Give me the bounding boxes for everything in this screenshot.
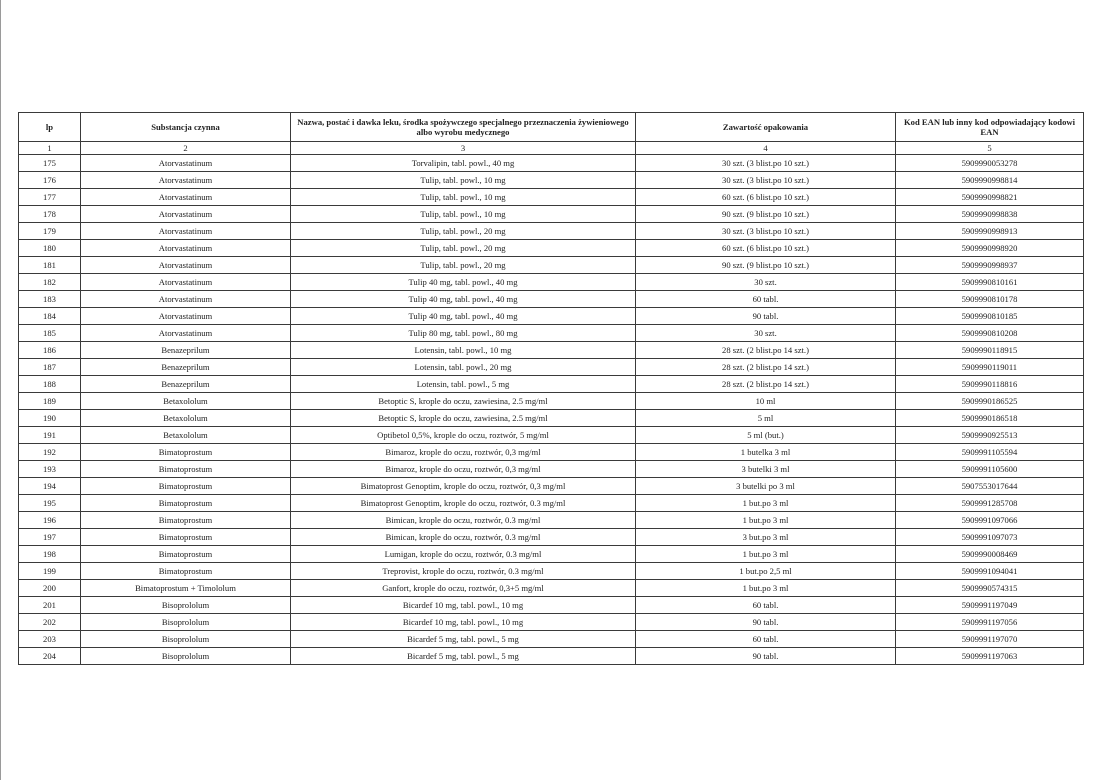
row-number-cell: 204 (19, 648, 81, 665)
active-substance-cell: Bimatoprostum (81, 478, 291, 495)
package-contents-cell: 60 szt. (6 blist.po 10 szt.) (636, 189, 896, 206)
table-row (19, 461, 1084, 478)
drug-name-cell: Torvalipin, tabl. powl., 40 mg (291, 155, 636, 172)
header-package-contents: Zawartość opakowania (636, 113, 896, 142)
ean-code-cell: 5909990998920 (896, 240, 1084, 257)
table-row (19, 529, 1084, 546)
active-substance-cell: Atorvastatinum (81, 274, 291, 291)
row-number-cell: 182 (19, 274, 81, 291)
row-number-cell: 184 (19, 308, 81, 325)
table-row (19, 597, 1084, 614)
row-number-cell: 191 (19, 427, 81, 444)
column-number: 1 (19, 142, 81, 155)
package-contents-cell: 3 butelki 3 ml (636, 461, 896, 478)
row-number-cell: 200 (19, 580, 81, 597)
package-contents-cell: 30 szt. (3 blist.po 10 szt.) (636, 223, 896, 240)
table-row (19, 563, 1084, 580)
drug-name-cell: Bicardef 10 mg, tabl. powl., 10 mg (291, 614, 636, 631)
drug-name-cell: Optibetol 0,5%, krople do oczu, roztwór, 5 mg/ml (291, 427, 636, 444)
table-row (19, 189, 1084, 206)
table-row (19, 257, 1084, 274)
active-substance-cell: Bimatoprostum (81, 444, 291, 461)
drug-name-cell: Treprovist, krople do oczu, roztwór, 0.3 mg/ml (291, 563, 636, 580)
package-contents-cell: 90 szt. (9 blist.po 10 szt.) (636, 257, 896, 274)
ean-code-cell: 5909990119011 (896, 359, 1084, 376)
row-number-cell: 190 (19, 410, 81, 427)
table-row (19, 546, 1084, 563)
ean-code-cell: 5909991105594 (896, 444, 1084, 461)
active-substance-cell: Bimatoprostum (81, 495, 291, 512)
package-contents-cell: 90 szt. (9 blist.po 10 szt.) (636, 206, 896, 223)
drug-name-cell: Tulip 40 mg, tabl. powl., 40 mg (291, 291, 636, 308)
ean-code-cell: 5909990118816 (896, 376, 1084, 393)
active-substance-cell: Bimatoprostum (81, 461, 291, 478)
row-number-cell: 199 (19, 563, 81, 580)
drug-name-cell: Bimican, krople do oczu, roztwór, 0.3 mg/ml (291, 512, 636, 529)
column-number: 2 (81, 142, 291, 155)
active-substance-cell: Bisoprololum (81, 597, 291, 614)
package-contents-cell: 1 but.po 2,5 ml (636, 563, 896, 580)
table-row (19, 478, 1084, 495)
ean-code-cell: 5909990998838 (896, 206, 1084, 223)
package-contents-cell: 30 szt. (636, 274, 896, 291)
ean-code-cell: 5909990810208 (896, 325, 1084, 342)
package-contents-cell: 28 szt. (2 blist.po 14 szt.) (636, 342, 896, 359)
row-number-cell: 185 (19, 325, 81, 342)
active-substance-cell: Atorvastatinum (81, 206, 291, 223)
header-row (19, 113, 1084, 142)
drug-name-cell: Tulip, tabl. powl., 20 mg (291, 240, 636, 257)
package-contents-cell: 28 szt. (2 blist.po 14 szt.) (636, 376, 896, 393)
package-contents-cell: 30 szt. (3 blist.po 10 szt.) (636, 172, 896, 189)
drug-name-cell: Bimatoprost Genoptim, krople do oczu, roztwór, 0.3 mg/ml (291, 495, 636, 512)
header-drug-name: Nazwa, postać i dawka leku, środka spożywczego specjalnego przeznaczenia żywieniowego albo wyrobu medycznego (291, 113, 636, 142)
ean-code-cell: 5909991197070 (896, 631, 1084, 648)
drug-name-cell: Tulip 80 mg, tabl. powl., 80 mg (291, 325, 636, 342)
table-row (19, 240, 1084, 257)
drug-name-cell: Betoptic S, krople do oczu, zawiesina, 2.5 mg/ml (291, 393, 636, 410)
ean-code-cell: 5909991105600 (896, 461, 1084, 478)
active-substance-cell: Betaxololum (81, 393, 291, 410)
ean-code-cell: 5909991097073 (896, 529, 1084, 546)
table-row (19, 495, 1084, 512)
drug-name-cell: Lotensin, tabl. powl., 20 mg (291, 359, 636, 376)
drug-name-cell: Bicardef 5 mg, tabl. powl., 5 mg (291, 631, 636, 648)
package-contents-cell: 1 butelka 3 ml (636, 444, 896, 461)
drug-name-cell: Tulip, tabl. powl., 10 mg (291, 172, 636, 189)
active-substance-cell: Bimatoprostum (81, 563, 291, 580)
active-substance-cell: Betaxololum (81, 427, 291, 444)
package-contents-cell: 60 szt. (6 blist.po 10 szt.) (636, 240, 896, 257)
row-number-cell: 193 (19, 461, 81, 478)
table-row (19, 308, 1084, 325)
table-row (19, 614, 1084, 631)
ean-code-cell: 5909990810185 (896, 308, 1084, 325)
drug-name-cell: Tulip 40 mg, tabl. powl., 40 mg (291, 308, 636, 325)
package-contents-cell: 30 szt. (636, 325, 896, 342)
package-contents-cell: 60 tabl. (636, 597, 896, 614)
active-substance-cell: Atorvastatinum (81, 189, 291, 206)
active-substance-cell: Atorvastatinum (81, 257, 291, 274)
package-contents-cell: 90 tabl. (636, 614, 896, 631)
drug-name-cell: Lumigan, krople do oczu, roztwór, 0.3 mg/ml (291, 546, 636, 563)
ean-code-cell: 5909991097066 (896, 512, 1084, 529)
row-number-cell: 189 (19, 393, 81, 410)
ean-code-cell: 5909991285708 (896, 495, 1084, 512)
table-row (19, 359, 1084, 376)
table-row (19, 444, 1084, 461)
package-contents-cell: 3 but.po 3 ml (636, 529, 896, 546)
drug-name-cell: Tulip, tabl. powl., 20 mg (291, 223, 636, 240)
package-contents-cell: 90 tabl. (636, 308, 896, 325)
active-substance-cell: Atorvastatinum (81, 308, 291, 325)
active-substance-cell: Bisoprololum (81, 614, 291, 631)
column-number-row (19, 142, 1084, 155)
ean-code-cell: 5909990925513 (896, 427, 1084, 444)
drug-name-cell: Bicardef 5 mg, tabl. powl., 5 mg (291, 648, 636, 665)
active-substance-cell: Betaxololum (81, 410, 291, 427)
table-row (19, 427, 1084, 444)
active-substance-cell: Atorvastatinum (81, 240, 291, 257)
ean-code-cell: 5909991094041 (896, 563, 1084, 580)
table-row (19, 206, 1084, 223)
ean-code-cell: 5907553017644 (896, 478, 1084, 495)
package-contents-cell: 1 but.po 3 ml (636, 580, 896, 597)
active-substance-cell: Bimatoprostum + Timololum (81, 580, 291, 597)
drug-name-cell: Tulip, tabl. powl., 20 mg (291, 257, 636, 274)
table-row (19, 410, 1084, 427)
ean-code-cell: 5909990810178 (896, 291, 1084, 308)
row-number-cell: 181 (19, 257, 81, 274)
package-contents-cell: 10 ml (636, 393, 896, 410)
row-number-cell: 180 (19, 240, 81, 257)
drug-name-cell: Tulip, tabl. powl., 10 mg (291, 206, 636, 223)
row-number-cell: 203 (19, 631, 81, 648)
active-substance-cell: Atorvastatinum (81, 325, 291, 342)
ean-code-cell: 5909990998821 (896, 189, 1084, 206)
row-number-cell: 196 (19, 512, 81, 529)
ean-code-cell: 5909990008469 (896, 546, 1084, 563)
drug-name-cell: Lotensin, tabl. powl., 10 mg (291, 342, 636, 359)
active-substance-cell: Benazeprilum (81, 359, 291, 376)
table-row (19, 155, 1084, 172)
drug-name-cell: Bicardef 10 mg, tabl. powl., 10 mg (291, 597, 636, 614)
package-contents-cell: 1 but.po 3 ml (636, 546, 896, 563)
page-left-edge (0, 0, 1, 780)
column-number: 5 (896, 142, 1084, 155)
row-number-cell: 183 (19, 291, 81, 308)
ean-code-cell: 5909991197049 (896, 597, 1084, 614)
package-contents-cell: 1 but.po 3 ml (636, 512, 896, 529)
row-number-cell: 202 (19, 614, 81, 631)
package-contents-cell: 3 butelki po 3 ml (636, 478, 896, 495)
row-number-cell: 197 (19, 529, 81, 546)
row-number-cell: 198 (19, 546, 81, 563)
drug-name-cell: Bimaroz, krople do oczu, roztwór, 0,3 mg/ml (291, 461, 636, 478)
package-contents-cell: 5 ml (but.) (636, 427, 896, 444)
drug-name-cell: Bimatoprost Genoptim, krople do oczu, roztwór, 0,3 mg/ml (291, 478, 636, 495)
active-substance-cell: Bimatoprostum (81, 546, 291, 563)
drug-reimbursement-table (18, 112, 1084, 665)
ean-code-cell: 5909991197063 (896, 648, 1084, 665)
table-body (19, 155, 1084, 665)
drug-name-cell: Lotensin, tabl. powl., 5 mg (291, 376, 636, 393)
table-row (19, 631, 1084, 648)
row-number-cell: 192 (19, 444, 81, 461)
column-number: 3 (291, 142, 636, 155)
active-substance-cell: Benazeprilum (81, 376, 291, 393)
package-contents-cell: 60 tabl. (636, 291, 896, 308)
table-row (19, 376, 1084, 393)
active-substance-cell: Atorvastatinum (81, 172, 291, 189)
package-contents-cell: 90 tabl. (636, 648, 896, 665)
active-substance-cell: Bimatoprostum (81, 529, 291, 546)
active-substance-cell: Bisoprololum (81, 631, 291, 648)
row-number-cell: 188 (19, 376, 81, 393)
drug-name-cell: Bimican, krople do oczu, roztwór, 0.3 mg/ml (291, 529, 636, 546)
row-number-cell: 194 (19, 478, 81, 495)
table-row (19, 393, 1084, 410)
ean-code-cell: 5909990186518 (896, 410, 1084, 427)
ean-code-cell: 5909990998913 (896, 223, 1084, 240)
row-number-cell: 201 (19, 597, 81, 614)
header-lp: lp (19, 113, 81, 142)
table-row (19, 172, 1084, 189)
ean-code-cell: 5909990118915 (896, 342, 1084, 359)
table-row (19, 512, 1084, 529)
table-row (19, 342, 1084, 359)
drug-name-cell: Tulip 40 mg, tabl. powl., 40 mg (291, 274, 636, 291)
row-number-cell: 186 (19, 342, 81, 359)
drug-name-cell: Betoptic S, krople do oczu, zawiesina, 2.5 mg/ml (291, 410, 636, 427)
row-number-cell: 187 (19, 359, 81, 376)
drug-name-cell: Tulip, tabl. powl., 10 mg (291, 189, 636, 206)
active-substance-cell: Atorvastatinum (81, 155, 291, 172)
table-row (19, 325, 1084, 342)
row-number-cell: 179 (19, 223, 81, 240)
package-contents-cell: 5 ml (636, 410, 896, 427)
package-contents-cell: 30 szt. (3 blist.po 10 szt.) (636, 155, 896, 172)
package-contents-cell: 28 szt. (2 blist.po 14 szt.) (636, 359, 896, 376)
ean-code-cell: 5909990053278 (896, 155, 1084, 172)
active-substance-cell: Benazeprilum (81, 342, 291, 359)
ean-code-cell: 5909990810161 (896, 274, 1084, 291)
package-contents-cell: 1 but.po 3 ml (636, 495, 896, 512)
ean-code-cell: 5909990998937 (896, 257, 1084, 274)
active-substance-cell: Bimatoprostum (81, 512, 291, 529)
row-number-cell: 175 (19, 155, 81, 172)
header-active-substance: Substancja czynna (81, 113, 291, 142)
table-row (19, 648, 1084, 665)
header-ean-code: Kod EAN lub inny kod odpowiadający kodowi EAN (896, 113, 1084, 142)
table-row (19, 291, 1084, 308)
active-substance-cell: Atorvastatinum (81, 291, 291, 308)
table-row (19, 580, 1084, 597)
drug-name-cell: Bimaroz, krople do oczu, roztwór, 0,3 mg/ml (291, 444, 636, 461)
table-row (19, 274, 1084, 291)
active-substance-cell: Atorvastatinum (81, 223, 291, 240)
ean-code-cell: 5909990574315 (896, 580, 1084, 597)
row-number-cell: 178 (19, 206, 81, 223)
row-number-cell: 195 (19, 495, 81, 512)
drug-name-cell: Ganfort, krople do oczu, roztwór, 0,3+5 mg/ml (291, 580, 636, 597)
row-number-cell: 176 (19, 172, 81, 189)
ean-code-cell: 5909990998814 (896, 172, 1084, 189)
ean-code-cell: 5909990186525 (896, 393, 1084, 410)
row-number-cell: 177 (19, 189, 81, 206)
ean-code-cell: 5909991197056 (896, 614, 1084, 631)
package-contents-cell: 60 tabl. (636, 631, 896, 648)
column-number: 4 (636, 142, 896, 155)
active-substance-cell: Bisoprololum (81, 648, 291, 665)
table-row (19, 223, 1084, 240)
